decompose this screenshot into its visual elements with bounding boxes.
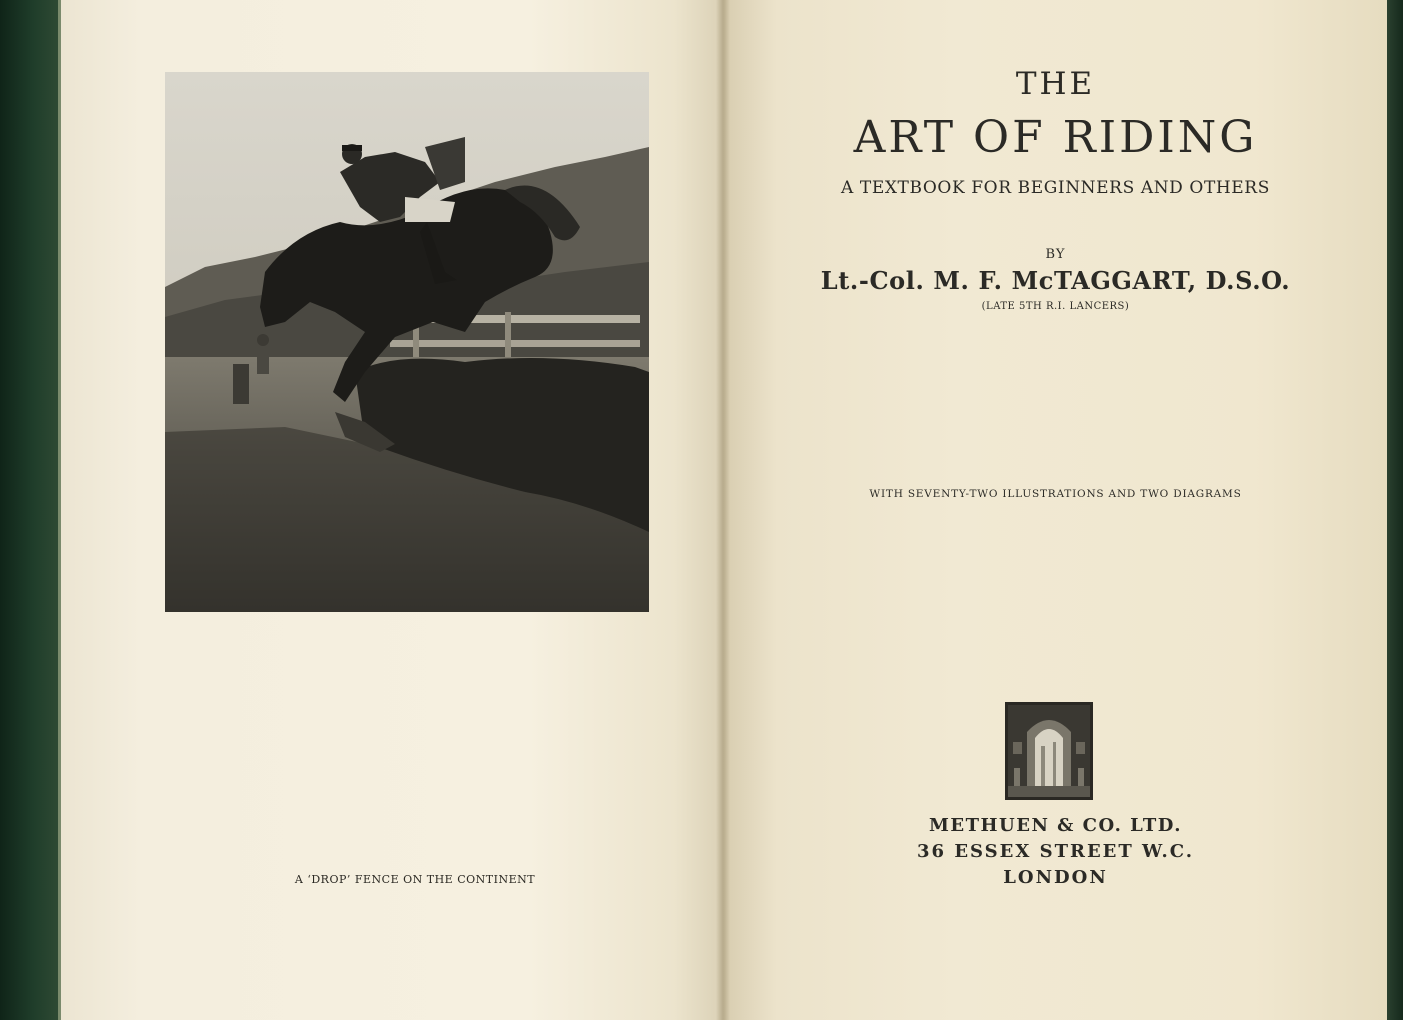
author-name: Lt.-Col. M. F. McTAGGART, D.S.O. (820, 266, 1291, 295)
illustrations-note: WITH SEVENTY-TWO ILLUSTRATIONS AND TWO DIAGRAMS (869, 488, 1242, 500)
frontispiece-photo (165, 72, 649, 612)
publisher-name: METHUEN & CO. LTD. (928, 815, 1182, 836)
book-cover-left-edge (0, 0, 60, 1020)
horse-jumping-photo-icon (165, 72, 649, 612)
author-note: (LATE 5TH R.I. LANCERS) (981, 301, 1130, 312)
publisher-city: LONDON (1003, 867, 1108, 888)
book-cover-right-edge (1387, 0, 1403, 1020)
by-line: BY (1045, 247, 1066, 262)
book-title: ART OF RIDING (853, 112, 1258, 163)
title-the: THE (1015, 66, 1096, 102)
book-subtitle: A TEXTBOOK FOR BEGINNERS AND OTHERS (841, 178, 1270, 198)
frontispiece-caption: A ‘DROP’ FENCE ON THE CONTINENT (294, 873, 536, 886)
publisher-address: 36 ESSEX STREET W.C. (917, 841, 1194, 862)
publisher-mark-icon (1005, 702, 1093, 800)
